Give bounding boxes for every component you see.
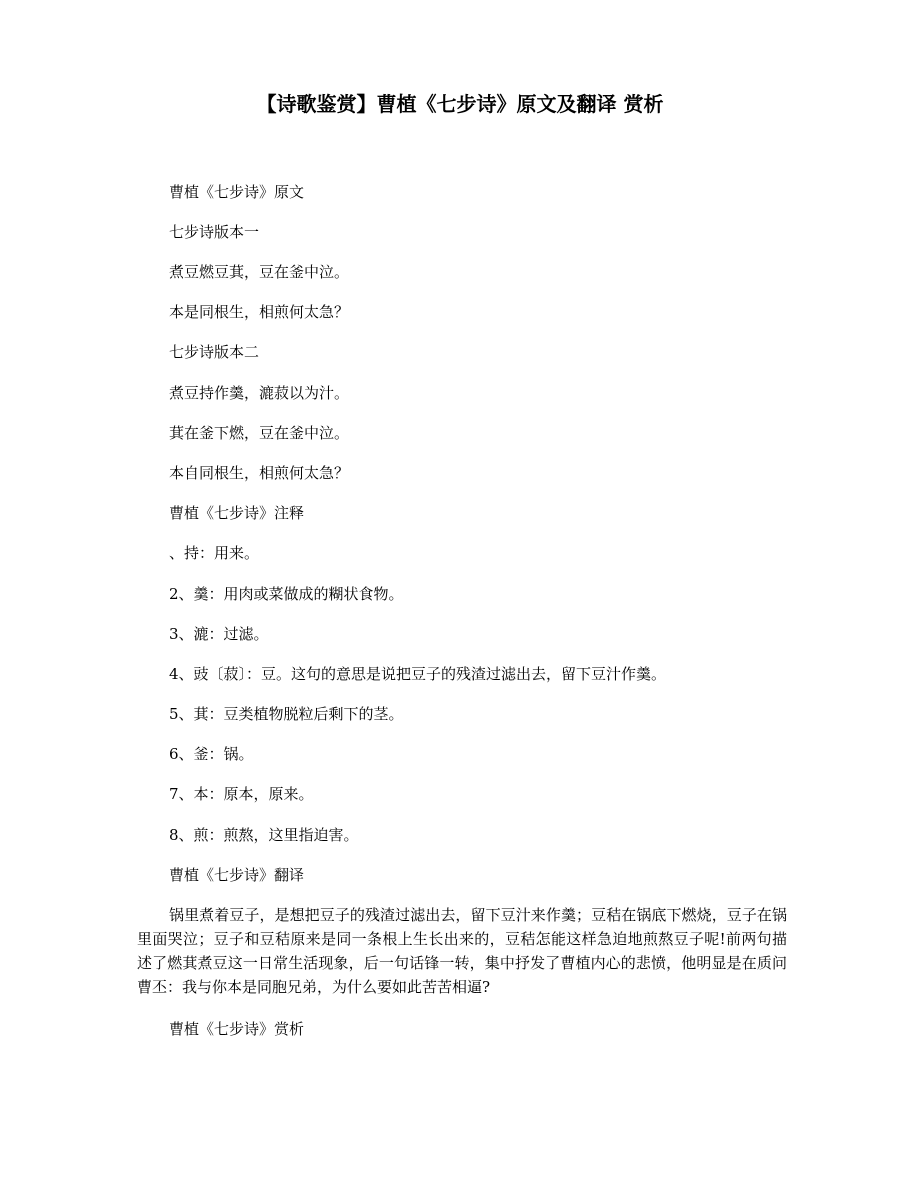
poem-line: 本自同根生，相煎何太急？	[169, 464, 350, 482]
section-heading-original: 曹植《七步诗》原文	[169, 183, 305, 201]
note-item: 5、萁：豆类植物脱粒后剩下的茎。	[169, 705, 404, 723]
note-item: 8、煎：煎熬，这里指迫害。	[169, 826, 359, 844]
note-item: 2、羹：用肉或菜做成的糊状食物。	[169, 585, 404, 603]
poem-line: 萁在釜下燃，豆在釜中泣。	[169, 424, 350, 442]
poem-line: 本是同根生，相煎何太急？	[169, 303, 350, 321]
section-heading-notes: 曹植《七步诗》注释	[169, 504, 305, 522]
section-heading-translation: 曹植《七步诗》翻译	[169, 866, 305, 884]
poem-line: 煮豆持作羹，漉菽以为汁。	[169, 384, 350, 402]
version-one-heading: 七步诗版本一	[169, 223, 260, 241]
version-two-heading: 七步诗版本二	[169, 343, 260, 361]
document-title: 【诗歌鉴赏】曹植《七步诗》原文及翻译 赏析	[256, 92, 664, 116]
note-item: 6、釜：锅。	[169, 745, 254, 763]
translation-paragraph: 锅里煮着豆子，是想把豆子的残渣过滤出去，留下豆汁来作羹；豆秸在锅底下燃烧，豆子在锅里面哭泣；豆子和豆秸原来是同一条根上生长出来的，豆秸怎能这样急迫地煎熬豆子呢!前两句描述了燃萁煮豆这一日常生活现象，后一句话锋一转，集中抒发了曹植内心的悲愤，他明显是在质问曹丕：我与你本是同胞兄弟，为什么要如此苦苦相逼?	[137, 906, 787, 996]
note-item: 7、本：原本，原来。	[169, 785, 314, 803]
note-item: 3、漉：过滤。	[169, 625, 269, 643]
section-heading-appreciation: 曹植《七步诗》赏析	[169, 1020, 305, 1038]
poem-line: 煮豆燃豆萁，豆在釜中泣。	[169, 263, 350, 281]
note-item: 4、豉〔菽〕：豆。这句的意思是说把豆子的残渣过滤出去，留下豆汁作羹。	[169, 665, 667, 683]
note-item: 、持：用来。	[169, 544, 260, 562]
